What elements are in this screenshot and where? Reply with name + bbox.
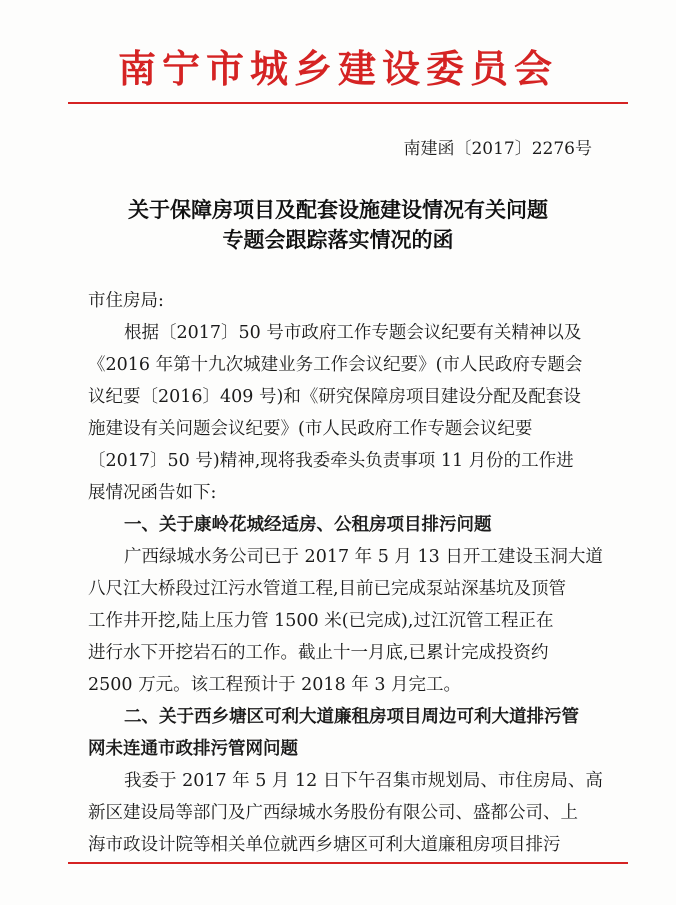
- letterhead-org-name: 南宁市城乡建设委员会: [117, 46, 558, 91]
- paragraph-line: 根据〔2017〕50 号市政府工作专题会议纪要有关精神以及: [124, 323, 582, 343]
- paragraph-line: 〔2017〕50 号)精神,现将我委牵头负责事项 11 月份的工作进: [88, 451, 574, 471]
- section-heading-2-continued: 网未连通市政排污管网问题: [88, 739, 298, 759]
- section-heading-1: 一、关于康岭花城经适房、公租房项目排污问题: [124, 515, 492, 535]
- paragraph-line: 广西绿城水务公司已于 2017 年 5 月 13 日开工建设玉洞大道: [124, 547, 603, 567]
- footer-red-rule: [68, 862, 628, 864]
- salutation: 市住房局:: [88, 291, 164, 311]
- paragraph-line: 海市政设计院等相关单位就西乡塘区可利大道廉租房项目排污: [88, 835, 561, 855]
- paragraph-line: 议纪要〔2016〕409 号)和《研究保障房项目建设分配及配套设: [88, 387, 581, 407]
- letterhead-red-rule: [68, 102, 628, 104]
- section-heading-2: 二、关于西乡塘区可利大道廉租房项目周边可利大道排污管: [124, 707, 579, 727]
- document-title-line-1: 关于保障房项目及配套设施建设情况有关问题: [128, 197, 548, 222]
- document-title-line-2: 专题会跟踪落实情况的函: [222, 227, 454, 252]
- paragraph-line: 展情况函告如下:: [88, 483, 217, 503]
- paragraph-line: 2500 万元。该工程预计于 2018 年 3 月完工。: [88, 675, 462, 695]
- paragraph-line: 新区建设局等部门及广西绿城水务股份有限公司、盛都公司、上: [88, 803, 578, 823]
- paragraph-line: 施建设有关问题会议纪要》(市人民政府工作专题会议纪要: [88, 419, 533, 439]
- paragraph-line: 工作井开挖,陆上压力管 1500 米(已完成),过江沉管工程正在: [88, 611, 554, 631]
- paragraph-line: 《2016 年第十九次城建业务工作会议纪要》(市人民政府专题会: [88, 355, 583, 375]
- paragraph-line: 八尺江大桥段过江污水管道工程,目前已完成泵站深基坑及顶管: [88, 579, 567, 599]
- paragraph-line: 我委于 2017 年 5 月 12 日下午召集市规划局、市住房局、高: [124, 771, 603, 791]
- document-number: 南建函〔2017〕2276号: [403, 139, 592, 159]
- paragraph-line: 进行水下开挖岩石的工作。截止十一月底,已累计完成投资约: [88, 643, 549, 663]
